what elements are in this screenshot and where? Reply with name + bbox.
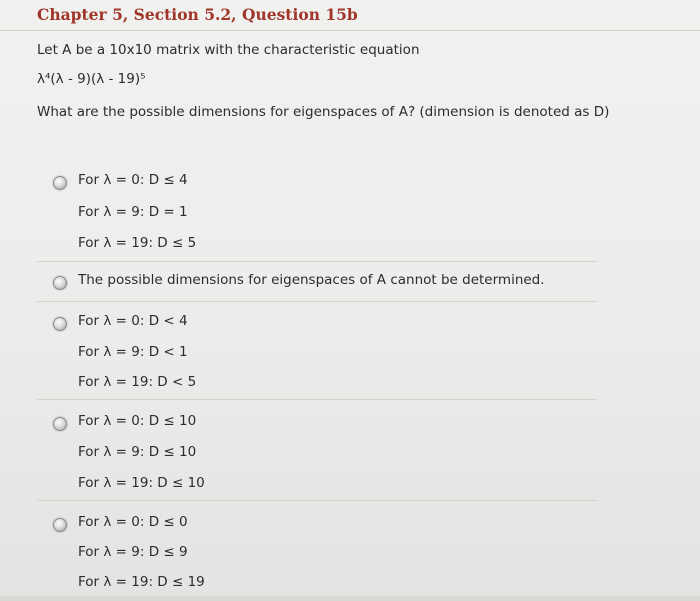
radio-button[interactable] <box>53 276 67 290</box>
divider <box>37 500 597 501</box>
option-line: For λ = 0: D < 4 <box>78 313 188 329</box>
option-line: For λ = 9: D ≤ 10 <box>78 444 197 460</box>
option-line: For λ = 19: D ≤ 5 <box>78 235 197 251</box>
option-line: For λ = 19: D < 5 <box>78 374 197 390</box>
option-line: For λ = 9: D ≤ 9 <box>78 544 188 560</box>
question-title: Chapter 5, Section 5.2, Question 15b <box>37 5 358 24</box>
option-line: For λ = 0: D ≤ 4 <box>78 172 188 188</box>
radio-button[interactable] <box>53 317 67 331</box>
option-line: For λ = 19: D ≤ 19 <box>78 574 205 590</box>
question-text: Let A be a 10x10 matrix with the characteristic equation <box>37 42 420 58</box>
divider <box>37 261 597 262</box>
option-line: For λ = 0: D ≤ 0 <box>78 514 188 530</box>
divider <box>37 301 597 302</box>
question-header <box>0 0 700 31</box>
characteristic-equation: λ⁴(λ - 9)(λ - 19)⁵ <box>37 71 146 87</box>
radio-button[interactable] <box>53 176 67 190</box>
option-line: The possible dimensions for eigenspaces of A cannot be determined. <box>78 272 545 288</box>
question-prompt: What are the possible dimensions for eigenspaces of A? (dimension is denoted as D) <box>37 104 610 120</box>
page-bottom-edge <box>0 596 700 601</box>
option-line: For λ = 9: D = 1 <box>78 204 188 220</box>
option-line: For λ = 0: D ≤ 10 <box>78 413 197 429</box>
option-line: For λ = 19: D ≤ 10 <box>78 475 205 491</box>
radio-button[interactable] <box>53 518 67 532</box>
option-line: For λ = 9: D < 1 <box>78 344 188 360</box>
divider <box>37 399 597 400</box>
radio-button[interactable] <box>53 417 67 431</box>
